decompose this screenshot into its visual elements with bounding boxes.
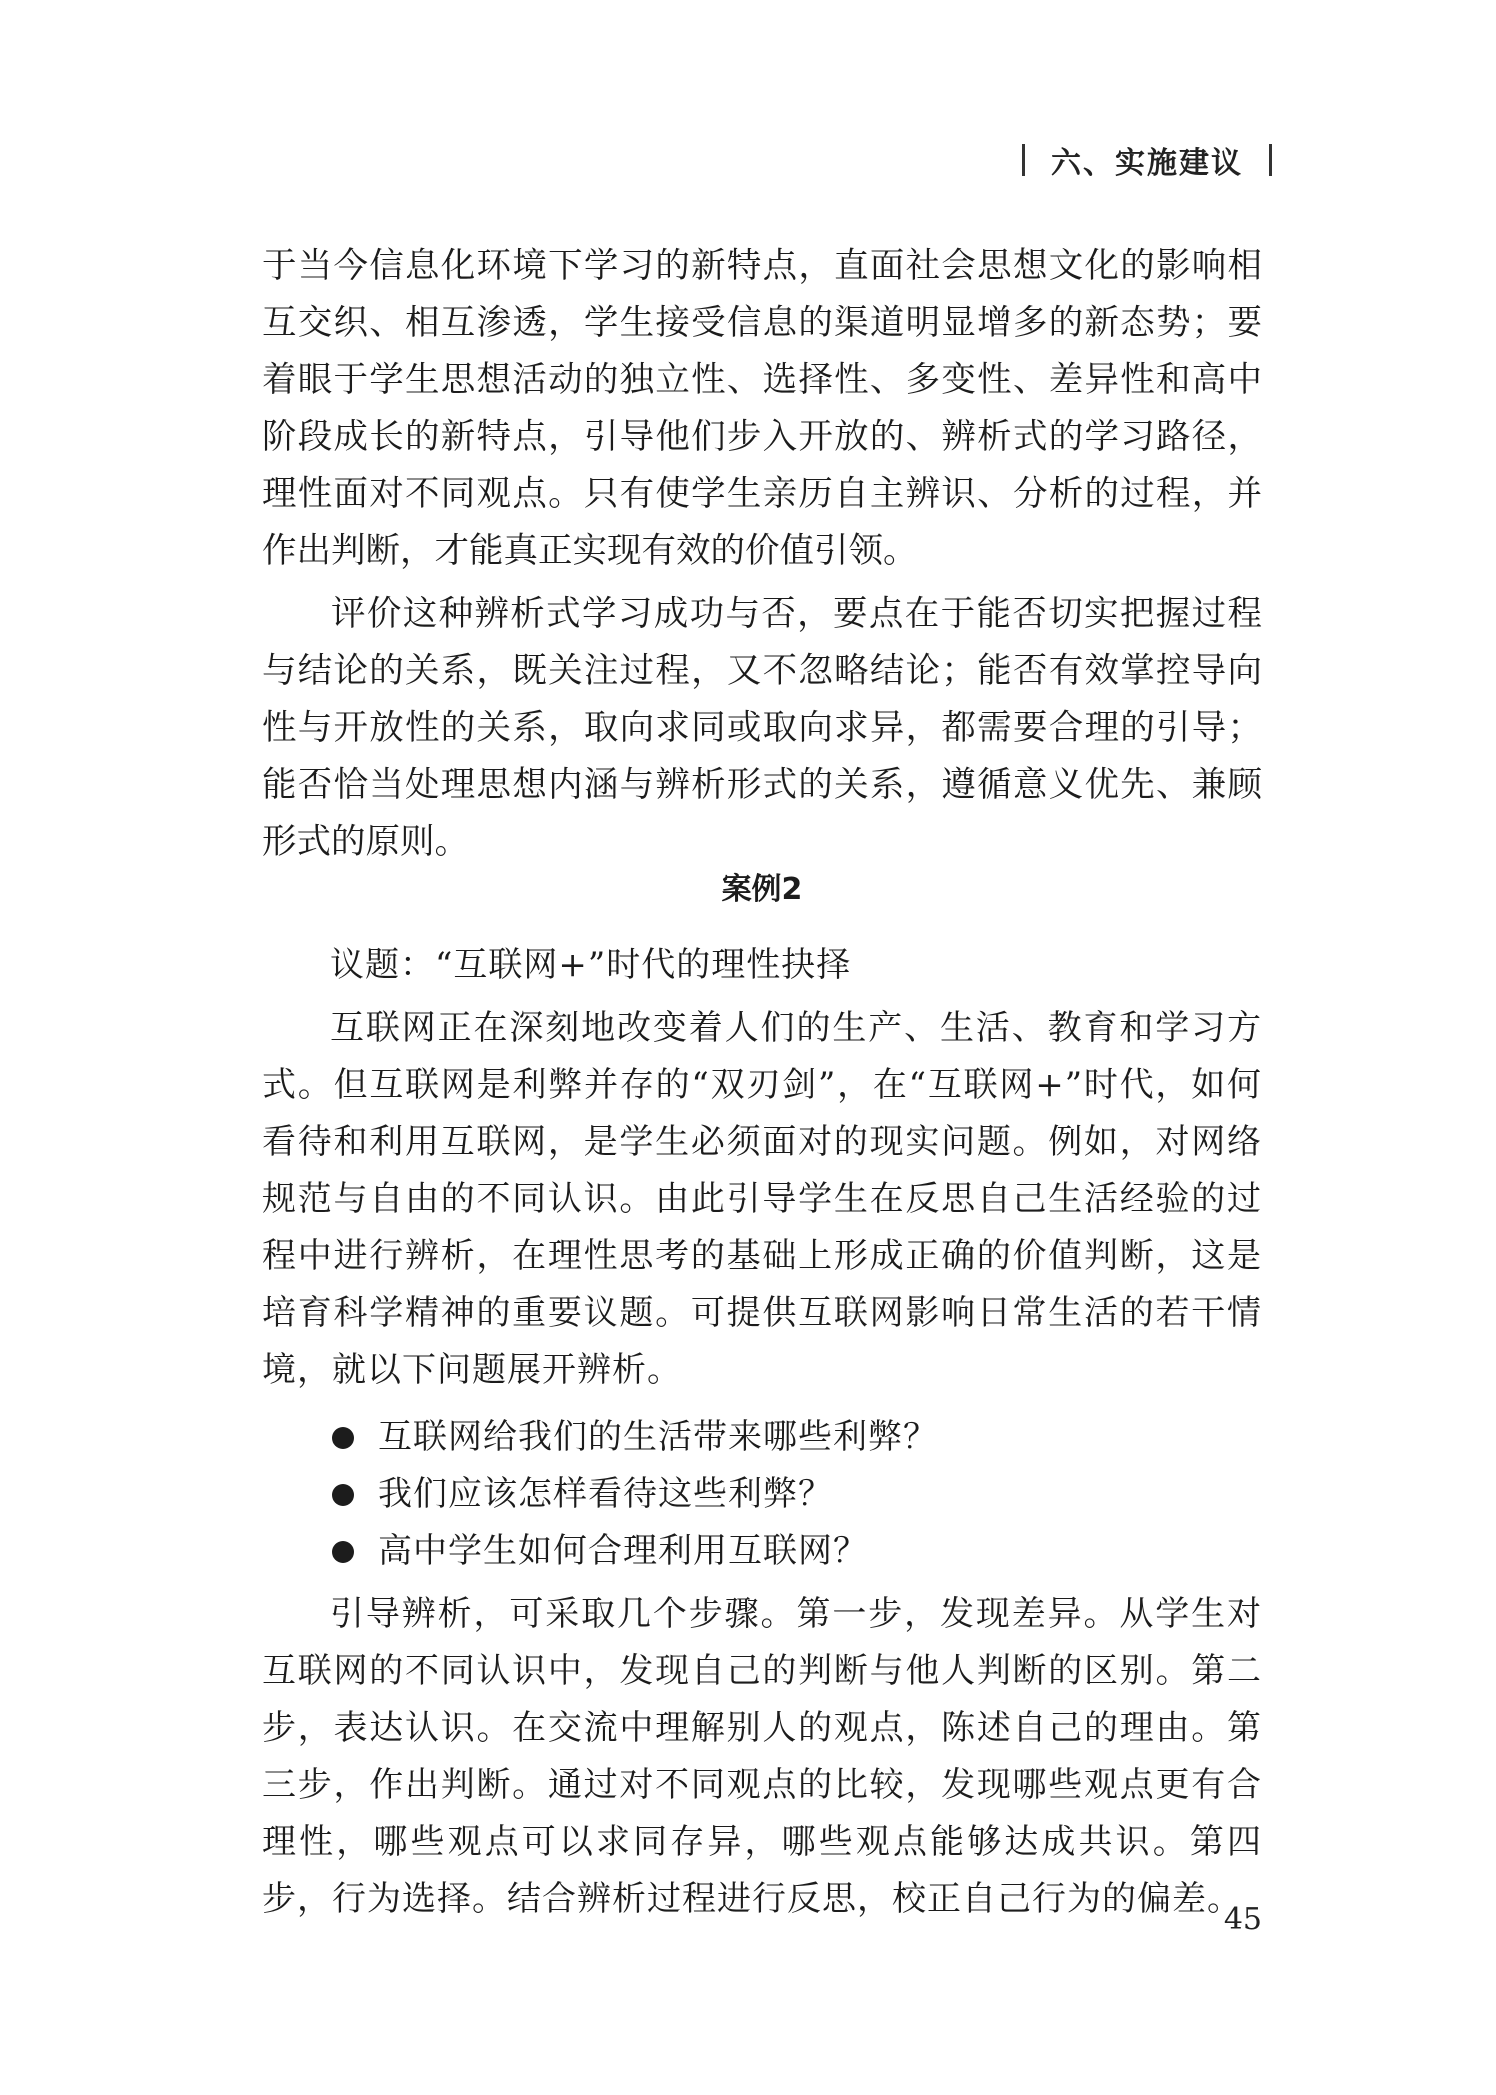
header-left-bar: [1022, 144, 1025, 176]
list-item: [262, 1466, 1262, 1523]
case-topic: 议题：“互联网+”时代的理性抉择: [330, 945, 852, 985]
header-title: 六、实施建议: [1051, 146, 1243, 181]
header-right-bar: [1269, 144, 1272, 176]
bullet-icon: [332, 1541, 354, 1563]
case-intro: 互联网正在深刻地改变着人们的生产、生活、教育和学习方式。但互联网是利弊并存的“双刃剑”，在“互联网+”时代，如何看待和利用互联网，是学生必须面对的现实问题。例如，对网络规范与自由的不同认识。由此引导学生在反思自己生活经验的过程中进行辨析，在理性思考的基础上形成正确的价值判断，这是培育科学精神的重要议题。可提供互联网影响日常生活的若干情境，就以下问题展开辨析。: [262, 1008, 1262, 1390]
case-title: 案例2: [721, 872, 803, 907]
body-text: [262, 238, 1262, 871]
question-list: [262, 1409, 1262, 1580]
paragraph-evaluation: 评价这种辨析式学习成功与否，要点在于能否切实把握过程与结论的关系，既关注过程，又不忽略结论；能否有效掌控导向性与开放性的关系，取向求同或取向求异，都需要合理的引导；能否恰当处理思想内涵与辨析形式的关系，遵循意义优先、兼顾形式的原则。: [262, 594, 1262, 862]
page-number: 45: [1223, 1902, 1262, 1937]
case-section: [262, 937, 1262, 1928]
question-text: 我们应该怎样看待这些利弊？: [378, 1474, 833, 1514]
case-steps: 引导辨析，可采取几个步骤。第一步，发现差异。从学生对互联网的不同认识中，发现自己的判断与他人判断的区别。第二步，表达认识。在交流中理解别人的观点，陈述自己的理由。第三步，作出判断。通过对不同观点的比较，发现哪些观点更有合理性，哪些观点可以求同存异，哪些观点能够达成共识。第四步，行为选择。结合辨析过程进行反思，校正自己行为的偏差。: [262, 1594, 1262, 1919]
bullet-icon: [332, 1427, 354, 1449]
bullet-icon: [332, 1484, 354, 1506]
paragraph-continuation: 于当今信息化环境下学习的新特点，直面社会思想文化的影响相互交织、相互渗透，学生接受信息的渠道明显增多的新态势；要着眼于学生思想活动的独立性、选择性、多变性、差异性和高中阶段成长的新特点，引导他们步入开放的、辨析式的学习路径，理性面对不同观点。只有使学生亲历自主辨识、分析的过程，并作出判断，才能真正实现有效的价值引领。: [262, 246, 1262, 571]
running-header: [1022, 138, 1272, 182]
question-text: 互联网给我们的生活带来哪些利弊？: [378, 1417, 938, 1457]
list-item: [262, 1523, 1262, 1580]
question-text: 高中学生如何合理利用互联网？: [378, 1531, 868, 1571]
list-item: [262, 1409, 1262, 1466]
